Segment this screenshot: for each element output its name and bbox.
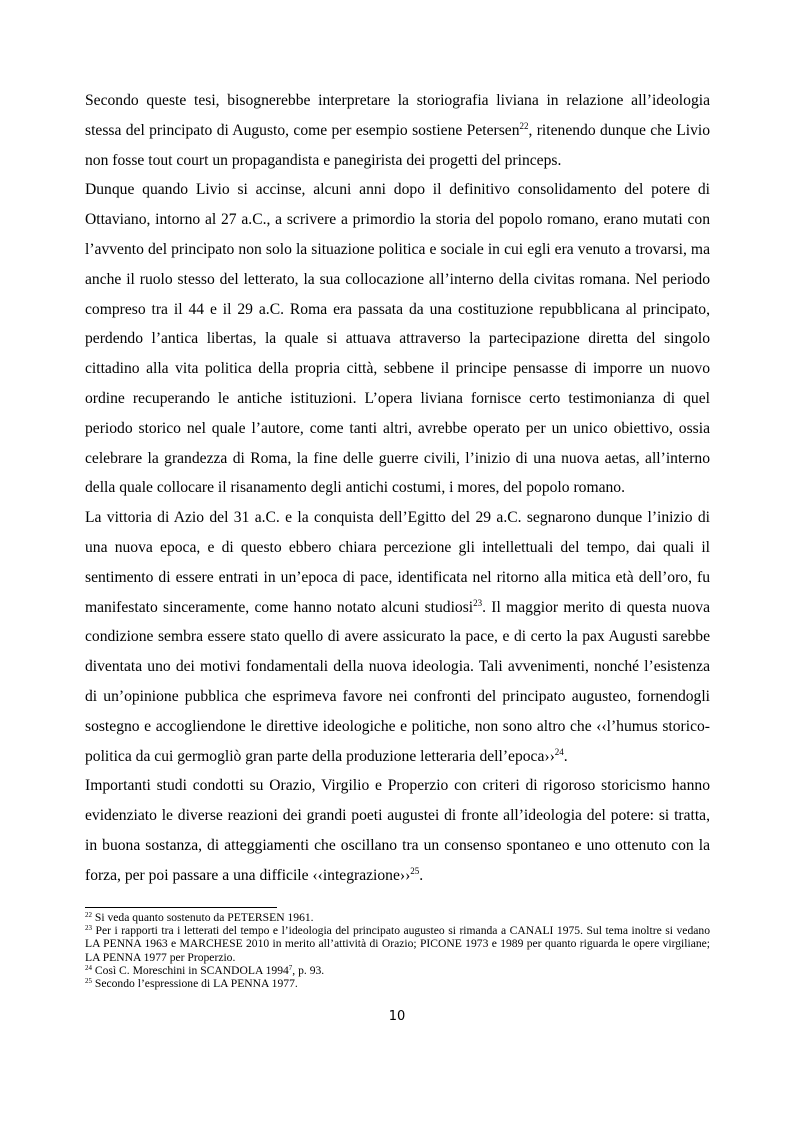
- footnote-number: 22: [85, 911, 92, 919]
- paragraph-text: .: [563, 747, 568, 765]
- paragraph-text: Dunque quando Livio si accinse, alcuni anni dopo il definitivo consolidamento del potere di Ottaviano, intorno al 27 a.C., a scrivere a primordio la storia del popolo romano, erano mutati con l’avvento del principato non solo la situazione politica e sociale in cui egli era venuto a trovarsi, ma anche il ruolo stesso del letterato, la sua collocazione all’interno della civitas romana. Nel periodo compreso tra il 44 e il 29 a.C. Roma era passata da una costituzione repubblicana al principato, perdendo l’antica libertas, la quale si attuava attraverso la partecipazione diretta del singolo cittadino alla vita politica della propria città, sebbene il principe pensasse di imporre un nuovo ordine recuperando le antiche istituzioni. L’opera liviana fornisce certo testimonianza di quel periodo storico nel quale l’autore, come tanti altri, avrebbe operato per un unico obiettivo, ossia celebrare la grandezza di Roma, la fine delle guerre civili, l’inizio di una nuova aetas, all’interno della quale collocare il risanamento degli antichi costumi, i mores, del popolo romano.: [85, 181, 710, 497]
- footnote-number: 24: [85, 963, 92, 972]
- footnote: [85, 964, 710, 977]
- paragraph-text: La vittoria di Azio del 31 a.C. e la conquista dell’Egitto del 29 a.C. segnarono dunque l’inizio di una nuova epoca, e di questo ebbero chiara percezione gli intellettuali del tempo, dai quali il sentimento di essere entrati in un’epoca di pace, identificata nel ritorno alla mitica età dell’oro, fu manifestato sinceramente, come hanno notato alcuni studiosi: [85, 509, 710, 616]
- paragraph-text: . Il maggior merito di questa nuova condizione sembra essere stato quello di avere assicurato la pace, e di certo la pax Augusti sarebbe diventata uno dei motivi fondamentali della nuova ideologia. Tali avvenimenti, nonché l’esistenza di un’opinione pubblica che esprimeva favore nei confronti del principato augusteo, fornendogli sostegno e accogliendone le direttive ideologiche e politiche, non sono altro che ‹‹l’humus storico-politica da cui germogliò gran parte della produzione letteraria dell’epoca››: [85, 598, 710, 765]
- footnote-text: Per i rapporti tra i letterati del tempo e l’ideologia del principato augusteo si rimanda a CANALI 1975. Sul tema inoltre si vedano LA PENNA 1963 e MARCHESE 2010 in merito all’attività di Orazio; PICONE 1973 e 1989 per quanto riguarda le opere virgiliane; LA PENNA 1977 per Properzio.: [85, 924, 710, 964]
- footnote-text: Così C. Moreschini in SCANDOLA 1994: [92, 963, 289, 977]
- edition-superscript: 7: [288, 963, 293, 972]
- paragraph: [85, 771, 710, 890]
- footnote: [85, 977, 710, 990]
- footnote-ref[interactable]: 22: [519, 120, 529, 131]
- paragraph-text: Importanti studi condotti su Orazio, Virgilio e Properzio con criteri di rigoroso storicismo hanno evidenziato le diverse reazioni dei grandi poeti augustei di fronte all’ideologia del potere: si tratta, in buona sostanza, di atteggiamenti che oscillano tra un consenso spontaneo e uno ottenuto con la forza, per poi passare a una difficile ‹‹integrazione››: [85, 777, 710, 884]
- paragraph: [85, 175, 710, 503]
- footnote-text: , p. 93.: [292, 963, 325, 977]
- footnote-number: 25: [85, 977, 92, 986]
- footnote-ref[interactable]: 25: [410, 865, 420, 876]
- page-number: 10: [388, 1009, 406, 1024]
- paragraph-text: Secondo queste tesi, bisognerebbe interpretare la storiografia liviana in relazione all’ideologia stessa del principato di Augusto, come per esempio sostiene Petersen: [85, 92, 710, 139]
- body-text: [85, 86, 710, 891]
- footnote: [85, 911, 710, 924]
- footnote-ref[interactable]: 24: [554, 746, 564, 757]
- footnote-ref[interactable]: 23: [473, 597, 483, 608]
- footnote-number: 23: [85, 924, 92, 933]
- paragraph: [85, 503, 710, 771]
- paragraph-text: , ritenendo dunque che Livio non fosse tout court un propagandista e panegirista dei progetti del princeps.: [85, 121, 710, 169]
- paragraph: [85, 86, 710, 175]
- footnote-text: Secondo l’espressione di LA PENNA 1977.: [92, 977, 298, 991]
- footnote: [85, 924, 710, 964]
- footnotes: [85, 907, 710, 990]
- footnote-separator: [85, 907, 277, 908]
- footnote-text: Si veda quanto sostenuto da PETERSEN 1961.: [92, 911, 314, 924]
- paragraph-text: .: [419, 866, 424, 884]
